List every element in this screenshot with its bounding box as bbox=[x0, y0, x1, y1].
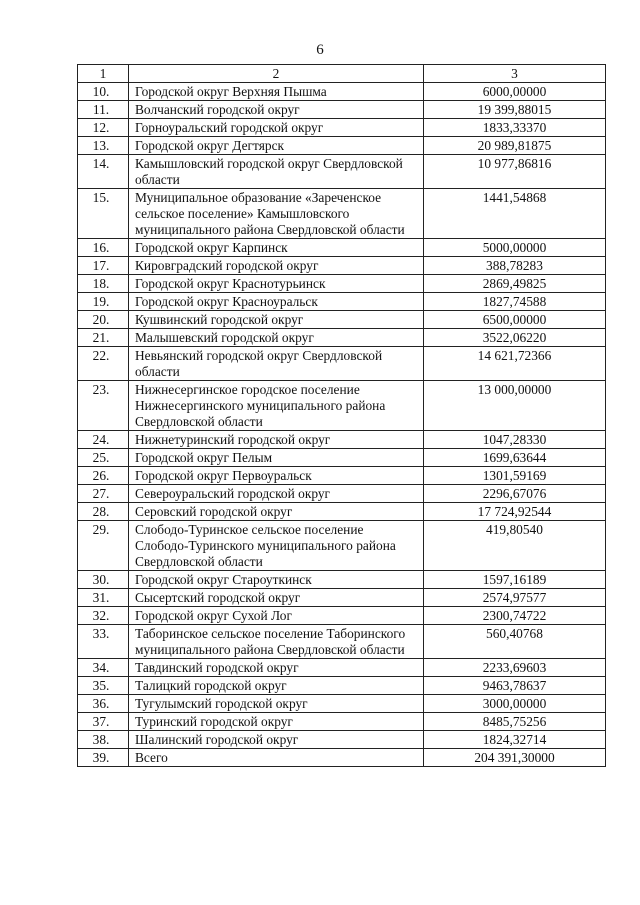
municipality-name: Городской округ Пелым bbox=[129, 449, 424, 467]
table-row bbox=[78, 189, 606, 239]
row-number: 23. bbox=[78, 381, 129, 431]
row-number: 12. bbox=[78, 119, 129, 137]
amount-value: 19 399,88015 bbox=[424, 101, 606, 119]
municipality-name: Шалинский городской округ bbox=[129, 731, 424, 749]
table-row bbox=[78, 381, 606, 431]
table-row bbox=[78, 449, 606, 467]
row-number: 15. bbox=[78, 189, 129, 239]
municipality-name: Городской округ Краснотурьинск bbox=[129, 275, 424, 293]
amount-value: 13 000,00000 bbox=[424, 381, 606, 431]
amount-value: 2869,49825 bbox=[424, 275, 606, 293]
row-number: 20. bbox=[78, 311, 129, 329]
row-number: 14. bbox=[78, 155, 129, 189]
table-row bbox=[78, 83, 606, 101]
municipality-name: Волчанский городской округ bbox=[129, 101, 424, 119]
municipality-name: Городской округ Верхняя Пышма bbox=[129, 83, 424, 101]
table-row bbox=[78, 155, 606, 189]
header-col-1: 1 bbox=[78, 65, 129, 83]
row-number: 26. bbox=[78, 467, 129, 485]
municipality-name: Серовский городской округ bbox=[129, 503, 424, 521]
municipality-name: Сысертский городской округ bbox=[129, 589, 424, 607]
row-number: 32. bbox=[78, 607, 129, 625]
municipality-name: Городской округ Карпинск bbox=[129, 239, 424, 257]
row-number: 38. bbox=[78, 731, 129, 749]
municipality-name: Тавдинский городской округ bbox=[129, 659, 424, 677]
amount-value: 419,80540 bbox=[424, 521, 606, 571]
amount-value: 388,78283 bbox=[424, 257, 606, 275]
amount-value: 204 391,30000 bbox=[424, 749, 606, 767]
amount-value: 8485,75256 bbox=[424, 713, 606, 731]
amount-value: 3522,06220 bbox=[424, 329, 606, 347]
row-number: 10. bbox=[78, 83, 129, 101]
municipality-name: Горноуральский городской округ bbox=[129, 119, 424, 137]
municipality-name: Слободо-Туринское сельское поселение Слободо-Туринского муниципального района Свердловской области bbox=[129, 521, 424, 571]
row-number: 31. bbox=[78, 589, 129, 607]
table-row bbox=[78, 485, 606, 503]
table-row bbox=[78, 625, 606, 659]
amount-value: 2574,97577 bbox=[424, 589, 606, 607]
table-row bbox=[78, 571, 606, 589]
table-row bbox=[78, 503, 606, 521]
row-number: 33. bbox=[78, 625, 129, 659]
table-row bbox=[78, 589, 606, 607]
row-number: 25. bbox=[78, 449, 129, 467]
amount-value: 1441,54868 bbox=[424, 189, 606, 239]
row-number: 27. bbox=[78, 485, 129, 503]
amount-value: 1827,74588 bbox=[424, 293, 606, 311]
amount-value: 3000,00000 bbox=[424, 695, 606, 713]
amount-value: 5000,00000 bbox=[424, 239, 606, 257]
amount-value: 1047,28330 bbox=[424, 431, 606, 449]
municipality-name: Невьянский городской округ Свердловской области bbox=[129, 347, 424, 381]
table-row bbox=[78, 677, 606, 695]
header-col-3: 3 bbox=[424, 65, 606, 83]
table-row bbox=[78, 275, 606, 293]
amount-value: 2296,67076 bbox=[424, 485, 606, 503]
table-row bbox=[78, 749, 606, 767]
municipality-name: Таборинское сельское поселение Таборинского муниципального района Свердловской области bbox=[129, 625, 424, 659]
table-row bbox=[78, 607, 606, 625]
amount-value: 10 977,86816 bbox=[424, 155, 606, 189]
municipality-name: Городской округ Первоуральск bbox=[129, 467, 424, 485]
row-number: 18. bbox=[78, 275, 129, 293]
municipality-name: Городской округ Сухой Лог bbox=[129, 607, 424, 625]
amount-value: 2233,69603 bbox=[424, 659, 606, 677]
municipality-name: Всего bbox=[129, 749, 424, 767]
amount-value: 6000,00000 bbox=[424, 83, 606, 101]
amount-value: 2300,74722 bbox=[424, 607, 606, 625]
page-number: 6 bbox=[316, 42, 324, 58]
row-number: 30. bbox=[78, 571, 129, 589]
row-number: 29. bbox=[78, 521, 129, 571]
row-number: 37. bbox=[78, 713, 129, 731]
amount-value: 6500,00000 bbox=[424, 311, 606, 329]
row-number: 35. bbox=[78, 677, 129, 695]
row-number: 17. bbox=[78, 257, 129, 275]
municipality-name: Тугулымский городской округ bbox=[129, 695, 424, 713]
header-col-2: 2 bbox=[129, 65, 424, 83]
amount-value: 1824,32714 bbox=[424, 731, 606, 749]
table-row bbox=[78, 659, 606, 677]
table-row bbox=[78, 467, 606, 485]
table-row bbox=[78, 137, 606, 155]
municipality-name: Камышловский городской округ Свердловской области bbox=[129, 155, 424, 189]
table-row bbox=[78, 347, 606, 381]
amount-value: 14 621,72366 bbox=[424, 347, 606, 381]
table-row bbox=[78, 695, 606, 713]
municipality-name: Североуральский городской округ bbox=[129, 485, 424, 503]
row-number: 24. bbox=[78, 431, 129, 449]
table-row bbox=[78, 293, 606, 311]
row-number: 19. bbox=[78, 293, 129, 311]
amount-value: 1301,59169 bbox=[424, 467, 606, 485]
municipality-name: Туринский городской округ bbox=[129, 713, 424, 731]
row-number: 39. bbox=[78, 749, 129, 767]
row-number: 28. bbox=[78, 503, 129, 521]
table-row bbox=[78, 431, 606, 449]
municipality-name: Нижнетуринский городской округ bbox=[129, 431, 424, 449]
amount-value: 1833,33370 bbox=[424, 119, 606, 137]
municipality-name: Кушвинский городской округ bbox=[129, 311, 424, 329]
table-row bbox=[78, 101, 606, 119]
amount-value: 1699,63644 bbox=[424, 449, 606, 467]
table-header-row bbox=[78, 65, 606, 83]
amount-value: 560,40768 bbox=[424, 625, 606, 659]
table-row bbox=[78, 731, 606, 749]
table-row bbox=[78, 239, 606, 257]
table-row bbox=[78, 329, 606, 347]
row-number: 13. bbox=[78, 137, 129, 155]
row-number: 34. bbox=[78, 659, 129, 677]
municipality-name: Городской округ Староуткинск bbox=[129, 571, 424, 589]
municipality-name: Малышевский городской округ bbox=[129, 329, 424, 347]
row-number: 36. bbox=[78, 695, 129, 713]
municipality-name: Городской округ Красноуральск bbox=[129, 293, 424, 311]
municipality-name: Кировградский городской округ bbox=[129, 257, 424, 275]
amount-value: 17 724,92544 bbox=[424, 503, 606, 521]
table-row bbox=[78, 257, 606, 275]
municipality-name: Нижнесергинское городское поселение Нижнесергинского муниципального района Свердловской области bbox=[129, 381, 424, 431]
municipality-name: Талицкий городской округ bbox=[129, 677, 424, 695]
row-number: 21. bbox=[78, 329, 129, 347]
row-number: 11. bbox=[78, 101, 129, 119]
municipality-name: Муниципальное образование «Зареченское сельское поселение» Камышловского муниципального района Свердловской области bbox=[129, 189, 424, 239]
amount-value: 1597,16189 bbox=[424, 571, 606, 589]
row-number: 22. bbox=[78, 347, 129, 381]
table-row bbox=[78, 521, 606, 571]
amount-value: 9463,78637 bbox=[424, 677, 606, 695]
table-row bbox=[78, 119, 606, 137]
allocation-table bbox=[77, 64, 606, 767]
amount-value: 20 989,81875 bbox=[424, 137, 606, 155]
table-row bbox=[78, 713, 606, 731]
row-number: 16. bbox=[78, 239, 129, 257]
municipality-name: Городской округ Дегтярск bbox=[129, 137, 424, 155]
table-body bbox=[78, 83, 606, 767]
table-row bbox=[78, 311, 606, 329]
